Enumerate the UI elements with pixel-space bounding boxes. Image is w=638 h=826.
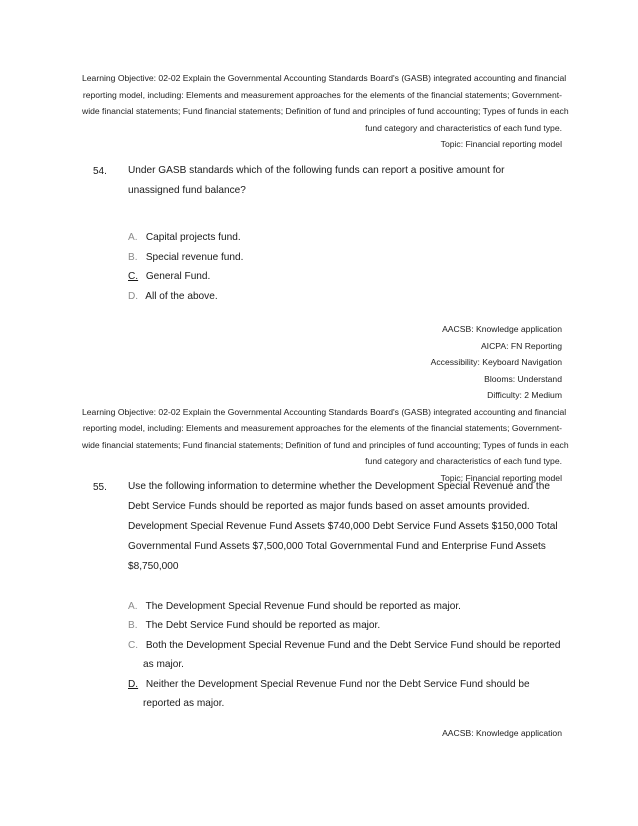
topic-line: Topic: Financial reporting model — [440, 472, 562, 483]
answer-option-correct — [128, 675, 530, 713]
option-text: Both the Development Special Revenue Fund and the Debt Service Fund should be reported — [145, 640, 561, 651]
option-text: The Debt Service Fund should be reported as major. — [145, 620, 381, 631]
option-letter-correct: C. — [128, 271, 139, 282]
option-text-continued: as major. — [143, 659, 184, 670]
option-letter: A. — [128, 601, 138, 612]
question-text-line: Governmental Fund Assets $7,500,000 Total Governmental Fund and Enterprise Fund Assets — [128, 541, 546, 552]
answer-option — [128, 248, 243, 267]
tag-line: AACSB: Knowledge application — [442, 728, 562, 738]
learning-objective-line: Learning Objective: 02-02 Explain the Governmental Accounting Standards Board's (GASB) integrated accounting and financial — [82, 406, 567, 417]
option-text: All of the above. — [145, 291, 218, 302]
answer-option — [128, 616, 380, 635]
option-text: Neither the Development Special Revenue Fund nor the Debt Service Fund should be — [145, 679, 530, 690]
tag-line: Accessibility: Keyboard Navigation — [430, 357, 562, 367]
question-text — [128, 477, 568, 577]
question-text-line: $8,750,000 — [128, 561, 179, 572]
option-letter: D. — [128, 291, 139, 302]
tag-line: Blooms: Understand — [484, 373, 562, 384]
option-text: The Development Special Revenue Fund should be reported as major. — [145, 601, 461, 612]
answer-option — [128, 287, 218, 306]
question-text-line: Debt Service Funds should be reported as major funds based on asset amounts provided. — [128, 501, 530, 512]
option-letter: C. — [128, 640, 139, 651]
question-tags — [82, 725, 562, 742]
tag-line: AACSB: Knowledge application — [442, 324, 562, 334]
option-letter: B. — [128, 620, 138, 631]
learning-objective-line: fund category and characteristics of each fund type. — [365, 122, 562, 133]
tag-line: AICPA: FN Reporting — [480, 340, 562, 351]
option-letter: B. — [128, 252, 138, 263]
question-number: 55. — [93, 482, 107, 493]
question-text-line: Development Special Revenue Fund Assets $740,000 Debt Service Fund Assets $150,000 Total — [128, 521, 558, 532]
option-text-continued: reported as major. — [143, 698, 225, 709]
learning-objective-line: fund category and characteristics of each fund type. — [365, 456, 562, 466]
answer-option — [128, 636, 560, 674]
learning-objective-line: reporting model, including: Elements and measurement approaches for the elements of the financial statements; Government- — [82, 89, 562, 100]
question-text — [128, 161, 568, 201]
question-number: 54. — [93, 166, 107, 177]
answer-option-correct — [128, 267, 210, 286]
question-text-line: unassigned fund balance? — [128, 185, 246, 196]
learning-objective-line: Learning Objective: 02-02 Explain the Governmental Accounting Standards Board's (GASB) integrated accounting and financial — [82, 73, 567, 83]
option-text: Special revenue fund. — [145, 252, 244, 263]
learning-objective-line: wide financial statements; Fund financial statements; Definition of fund and principles of fund accounting; Types of funds in each — [82, 439, 569, 450]
option-text: General Fund. — [145, 271, 211, 282]
option-letter: A. — [128, 232, 138, 243]
question-tags — [82, 321, 569, 486]
tag-line: Difficulty: 2 Medium — [487, 390, 562, 400]
learning-objective-block — [82, 70, 569, 153]
option-letter-correct: D. — [128, 679, 139, 690]
question-text-line: Use the following information to determine whether the Development Special Revenue and the — [128, 481, 550, 492]
answer-option — [128, 228, 241, 247]
learning-objective-line: reporting model, including: Elements and measurement approaches for the elements of the financial statements; Government- — [82, 423, 562, 433]
learning-objective-line: wide financial statements; Fund financial statements; Definition of fund and principles of fund accounting; Types of funds in each — [82, 106, 569, 116]
topic-line: Topic: Financial reporting model — [440, 139, 562, 149]
option-text: Capital projects fund. — [145, 232, 241, 243]
question-text-line: Under GASB standards which of the following funds can report a positive amount for — [128, 165, 505, 176]
answer-option — [128, 597, 461, 616]
